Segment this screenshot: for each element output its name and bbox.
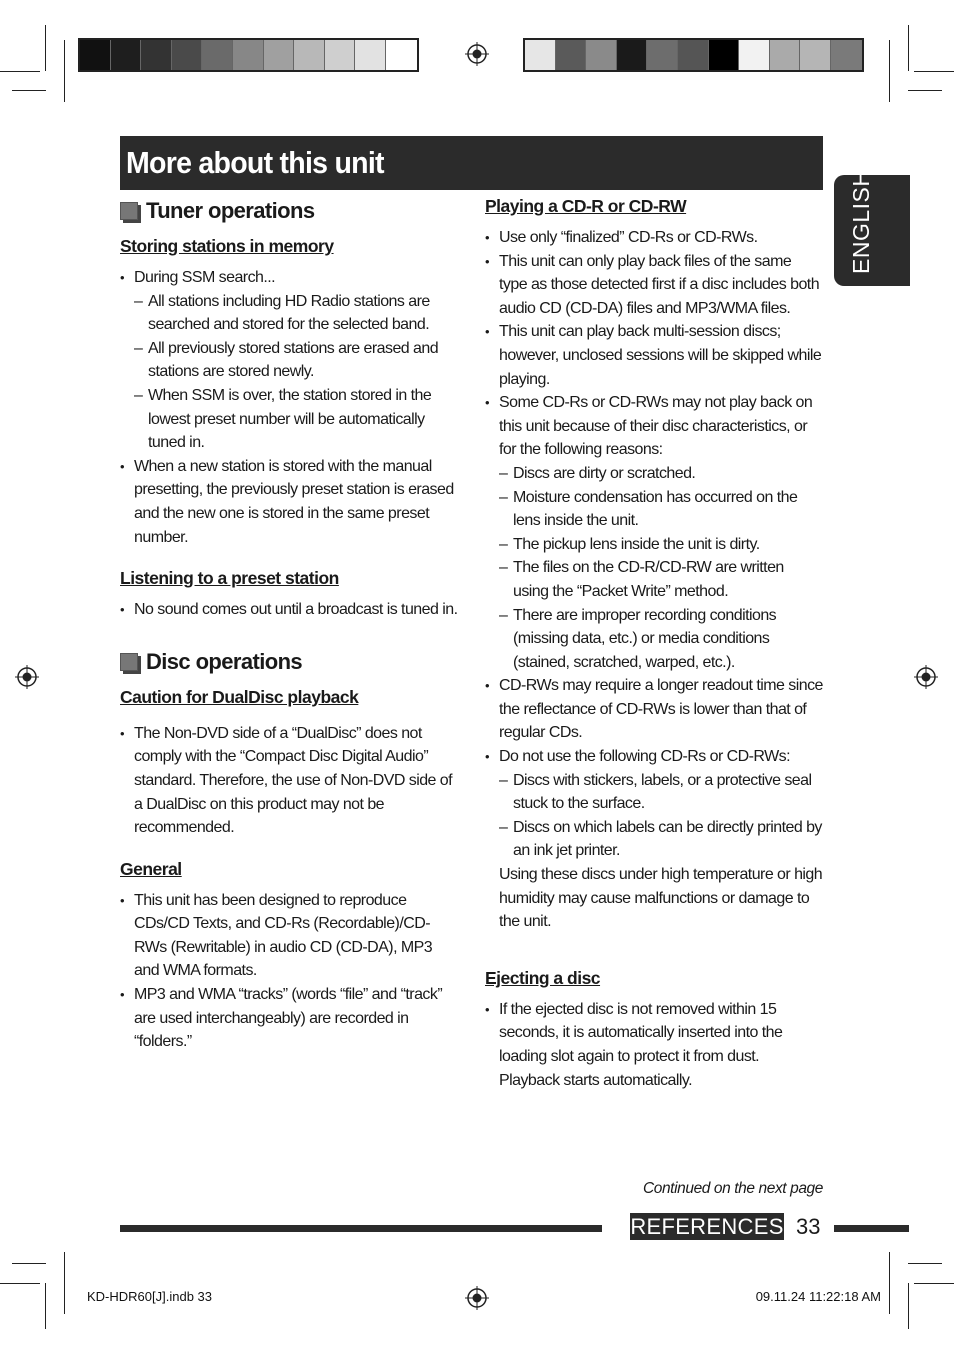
bullet-list bbox=[120, 266, 460, 549]
section-heading-tuner: Tuner operations bbox=[120, 198, 460, 224]
list-item: • MP3 and WMA “tracks” (words “file” and “track” are used interchangeably) are recorded in “folders.” bbox=[120, 983, 460, 1054]
subheading-cdr: Playing a CD-R or CD-RW bbox=[485, 196, 687, 216]
list-item: – There are improper recording conditions (missing data, etc.) or media conditions (stained, scratched, warped, etc.). bbox=[499, 604, 823, 675]
subheading-listening: Listening to a preset station bbox=[120, 568, 339, 589]
crop-mark bbox=[908, 1263, 942, 1264]
crop-mark bbox=[12, 90, 46, 91]
section-heading-disc: Disc operations bbox=[120, 649, 460, 675]
list-item: • During SSM search... – All stations including HD Radio stations are searched and stored for the selected band. – All previously stored stations are erased and stations are stored newly. – When SSM is over, the station stored in the lowest preset number will be automatically tuned in. bbox=[120, 266, 460, 455]
crop-mark bbox=[889, 1252, 890, 1314]
color-swatch bbox=[172, 40, 203, 70]
color-swatch bbox=[678, 40, 709, 70]
registration-mark-icon bbox=[15, 665, 39, 689]
crop-mark bbox=[64, 1252, 65, 1314]
dash-list bbox=[499, 769, 823, 863]
subheading-caution: Caution for DualDisc playback bbox=[120, 686, 359, 707]
list-item: – The files on the CD-R/CD-RW are written using the “Packet Write” method. bbox=[499, 556, 823, 603]
subheading-eject: Ejecting a disc bbox=[485, 967, 601, 988]
registration-mark-icon bbox=[914, 665, 938, 689]
language-tab bbox=[834, 169, 910, 286]
color-swatch bbox=[709, 40, 740, 70]
color-swatch bbox=[202, 40, 233, 70]
language-tab-label: ENGLISH bbox=[848, 169, 874, 274]
list-item: • This unit can only play back files of the same type as those detected first if a disc includes both audio CD (CD-DA) files and MP3/WMA files. bbox=[485, 250, 823, 321]
color-swatch bbox=[831, 40, 862, 70]
color-swatch bbox=[647, 40, 678, 70]
print-slug-timestamp: 09.11.24 11:22:18 AM bbox=[755, 1289, 881, 1304]
list-item: – The pickup lens inside the unit is dirty. bbox=[499, 533, 823, 557]
color-swatch bbox=[233, 40, 264, 70]
color-swatch bbox=[617, 40, 648, 70]
color-swatch bbox=[525, 40, 556, 70]
footer-rule bbox=[834, 1225, 909, 1232]
list-item: – Discs are dirty or scratched. bbox=[499, 462, 823, 486]
crop-mark bbox=[0, 1283, 40, 1284]
list-item: – All previously stored stations are erased and stations are stored newly. bbox=[134, 337, 460, 384]
crop-mark bbox=[0, 71, 40, 72]
right-column bbox=[485, 196, 823, 1092]
left-column bbox=[120, 198, 460, 1054]
crop-mark bbox=[908, 25, 909, 71]
bullet-list bbox=[485, 998, 823, 1092]
list-item: – When SSM is over, the station stored in the lowest preset number will be automatically tuned in. bbox=[134, 384, 460, 455]
crop-mark bbox=[64, 40, 65, 102]
list-item: • The Non-DVD side of a “DualDisc” does not comply with the “Compact Disc Digital Audio” standard. Therefore, the use of Non-DVD side of a DualDisc on this product may not be recommended. bbox=[120, 722, 460, 840]
registration-mark-icon bbox=[465, 42, 489, 66]
crop-mark bbox=[908, 1283, 909, 1329]
section-square-icon bbox=[120, 202, 138, 220]
print-slug-file: KD-HDR60[J].indb 33 bbox=[87, 1289, 212, 1304]
continued-note: Continued on the next page bbox=[642, 1180, 823, 1197]
crop-mark bbox=[45, 1283, 46, 1329]
bullet-list bbox=[485, 226, 823, 863]
crop-mark bbox=[908, 90, 942, 91]
color-swatch bbox=[141, 40, 172, 70]
color-swatch bbox=[739, 40, 770, 70]
list-item: – Moisture condensation has occurred on the lens inside the unit. bbox=[499, 486, 823, 533]
color-swatch bbox=[770, 40, 801, 70]
list-item: – Discs on which labels can be directly printed by an ink jet printer. bbox=[499, 816, 823, 863]
color-swatch bbox=[556, 40, 587, 70]
list-item: • If the ejected disc is not removed within 15 seconds, it is automatically inserted into the loading slot again to protect it from dust. Playback starts automatically. bbox=[485, 998, 823, 1092]
list-item: • When a new station is stored with the manual presetting, the previously preset station is erased and the new one is stored in the same preset number. bbox=[120, 455, 460, 549]
color-calibration-bar-right bbox=[523, 38, 864, 72]
bullet-list bbox=[120, 598, 460, 622]
crop-mark bbox=[45, 25, 46, 71]
note-text: Using these discs under high temperature or high humidity may cause malfunctions or damage to the unit. bbox=[499, 866, 823, 931]
page-number: 33 bbox=[796, 1214, 821, 1239]
color-swatch bbox=[111, 40, 142, 70]
list-item: • This unit has been designed to reproduce CDs/CD Texts, and CD-Rs (Recordable)/CD-RWs (Rewritable) in audio CD (CD-DA), MP3 and WMA formats. bbox=[120, 889, 460, 983]
footer-rule bbox=[120, 1225, 602, 1232]
color-swatch bbox=[294, 40, 325, 70]
registration-mark-icon bbox=[465, 1286, 489, 1310]
color-swatch bbox=[80, 40, 111, 70]
color-calibration-bar-left bbox=[78, 38, 419, 72]
crop-mark bbox=[914, 1283, 954, 1284]
list-item: – All stations including HD Radio stations are searched and stored for the selected band. bbox=[134, 290, 460, 337]
subheading-storing: Storing stations in memory bbox=[120, 236, 334, 256]
list-item: • Do not use the following CD-Rs or CD-RWs: – Discs with stickers, labels, or a protective seal stuck to the surface. – Discs on which labels can be directly printed by an ink jet printer. bbox=[485, 745, 823, 863]
list-item: • This unit can play back multi-session discs; however, unclosed sessions will be skipped while playing. bbox=[485, 320, 823, 391]
subheading-general: General bbox=[120, 858, 182, 879]
list-item: • Some CD-Rs or CD-RWs may not play back on this unit because of their disc characteristics, or for the following reasons: – Discs are dirty or scratched. – Moisture condensation has occurred on the lens inside the unit. – The pickup lens inside the unit is dirty. – The files on the CD-R/CD-RW are written using the “Packet Write” method. – There are improper recording conditions (missing data, etc.) or media conditions (stained, scratched, warped, etc.). bbox=[485, 391, 823, 674]
crop-mark bbox=[889, 40, 890, 102]
list-item: • CD-RWs may require a longer readout time since the reflectance of CD-RWs is lower than that of regular CDs. bbox=[485, 674, 823, 745]
section-square-icon bbox=[120, 653, 138, 671]
page-title-bar bbox=[120, 136, 823, 190]
dash-list bbox=[134, 290, 460, 455]
section-label: REFERENCES bbox=[630, 1214, 784, 1239]
list-item: • No sound comes out until a broadcast is tuned in. bbox=[120, 598, 460, 622]
color-swatch bbox=[800, 40, 831, 70]
bullet-list bbox=[120, 889, 460, 1054]
color-swatch bbox=[264, 40, 295, 70]
bullet-list bbox=[120, 722, 460, 840]
color-swatch bbox=[325, 40, 356, 70]
color-swatch bbox=[586, 40, 617, 70]
crop-mark bbox=[12, 1263, 46, 1264]
list-item: • Use only “finalized” CD-Rs or CD-RWs. bbox=[485, 226, 823, 250]
page-title: More about this unit bbox=[126, 145, 384, 180]
list-item: – Discs with stickers, labels, or a protective seal stuck to the surface. bbox=[499, 769, 823, 816]
color-swatch bbox=[355, 40, 386, 70]
crop-mark bbox=[914, 71, 954, 72]
dash-list bbox=[499, 462, 823, 674]
color-swatch bbox=[386, 40, 417, 70]
